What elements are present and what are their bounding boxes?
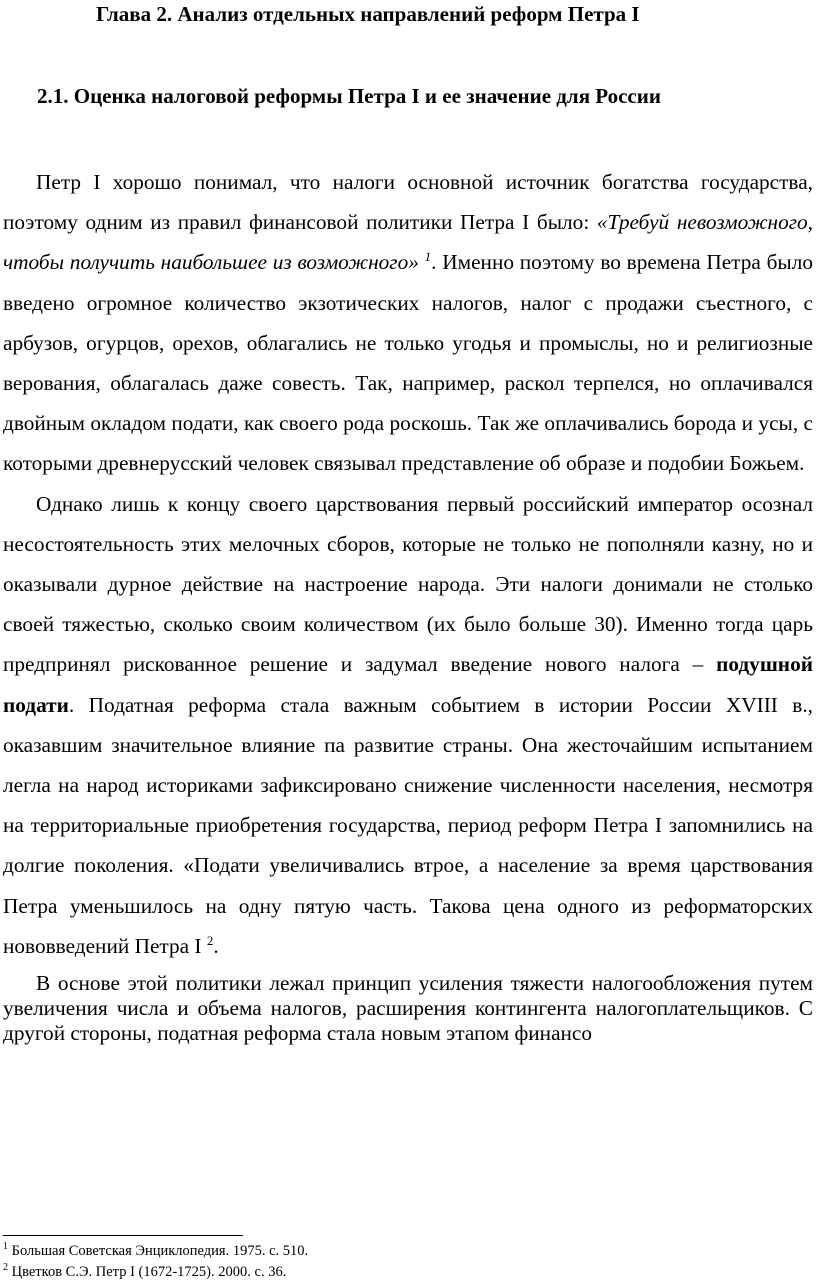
- paragraph-1: [3, 162, 813, 484]
- paragraph-2: [3, 484, 813, 966]
- paragraph-2-bold-term: подушной подати: [3, 652, 813, 717]
- footnotes: [3, 1241, 813, 1283]
- footnote-1: [3, 1241, 813, 1262]
- paragraph-1-quote: «Требуй невозможного, чтобы получить наибольшее из возможного»: [3, 210, 813, 275]
- footnote-ref-2: 2: [206, 932, 214, 948]
- footnote-2: [3, 1262, 813, 1283]
- footnote-ref-1: 1: [424, 249, 432, 265]
- paragraph-1-text-b: . Именно поэтому во времена Петра было введено огромное количество экзотических налогов, налог с продажи съестного, с арбузов, огурцов, орехов, облагались не только угодья и промыслы, но и религиозные верования, облагалась даже совесть. Так, например, раскол терпелся, но оплачивался двойным окладом подати, как своего рода роскошь. Так же оплачивались борода и усы, с которыми древнерусский человек связывал представление об образе и подобии Божьем.: [3, 250, 813, 476]
- footnote-2-mark: 2: [3, 1262, 8, 1274]
- paragraph-2-text-b: . Податная реформа стала важным событием в истории России XVIII в., оказавшим значительное влияние па развитие страны. Она жесточайшим испытанием легла на народ историками зафиксировано снижение численности населения, несмотря на территориальные приобретения государства, период реформ Петра I запомнились на долгие поколения. «Подати увеличивались втрое, а население за время царствования Петра уменьшилось на одну пятую часть. Такова цена одного из реформаторских нововведений Петра I: [3, 692, 813, 958]
- footnote-2-text: Цветков С.Э. Петр I (1672-1725). 2000. с. 36.: [8, 1264, 287, 1280]
- paragraph-2-text-a: Однако лишь к концу своего царствования первый российский император осознал несостоятельность этих мелочных сборов, которые не только не пополняли казну, но и оказывали дурное действие на настроение народа. Эти налоги донимали не столько своей тяжестью, сколько своим количеством (их было больше 30). Именно тогда царь предпринял рискованное решение и задумал введение нового налога –: [3, 491, 813, 677]
- body-text: [3, 162, 813, 1046]
- footnote-1-mark: 1: [3, 1241, 8, 1253]
- paragraph-1-text-a: Петр I хорошо понимал, что налоги основной источник богатства государства, поэтому одним из правил финансовой политики Петра I было:: [3, 170, 813, 235]
- chapter-title: Глава 2. Анализ отдельных направлений реформ Петра I: [96, 2, 640, 26]
- footnote-1-text: Большая Советская Энциклопедия. 1975. с. 510.: [8, 1243, 309, 1259]
- paragraph-2-text-c: .: [213, 933, 219, 958]
- section-title: 2.1. Оценка налоговой реформы Петра I и ее значение для России: [37, 84, 661, 108]
- footnote-divider: [3, 1235, 243, 1236]
- paragraph-3: В основе этой политики лежал принцип усиления тяжести налогообложения путем увеличения числа и объема налогов, расширения контингента налогоплательщиков. С другой стороны, податная реформа стала новым этапом финансо: [3, 971, 813, 1046]
